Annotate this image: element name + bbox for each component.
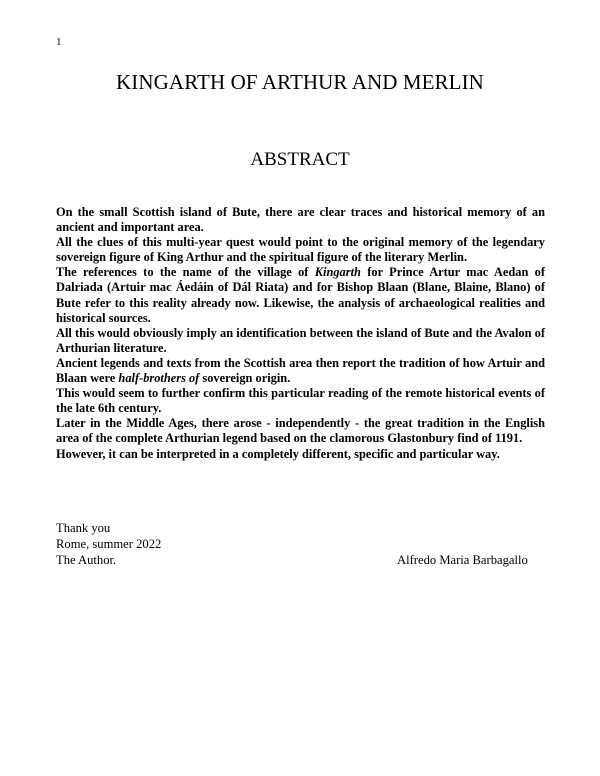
abstract-paragraph: All this would obviously imply an identification between the island of Bute and the Avalon of Arthurian literature.: [56, 325, 545, 355]
abstract-heading: ABSTRACT: [250, 149, 350, 170]
author-name: Alfredo Maria Barbagallo: [397, 553, 528, 568]
abstract-body: [56, 205, 545, 462]
place-date-line: Rome, summer 2022: [56, 537, 162, 552]
abstract-paragraph: This would seem to further confirm this particular reading of the remote historical events of the late 6th century.: [56, 386, 545, 416]
italic-phrase: half-brothers of: [118, 371, 200, 386]
document-title: KINGARTH OF ARTHUR AND MERLIN: [116, 70, 484, 94]
text-run: sovereign origin.: [199, 371, 291, 386]
page-number: 1: [56, 36, 62, 48]
italic-village-name: Kingarth: [314, 265, 361, 280]
signoff: The Author.: [56, 553, 117, 568]
text-run: for Prince Artur mac Aedan of Dalriada (Artuir mac Áedáin of Dál Riata) and for Bishop Blaan (Blane, Blaine, Blano) of Bute refer to this reality already now. Likewise, the analysis of archaeological realities and historical sources.: [56, 265, 545, 325]
signature-line: [56, 552, 545, 568]
abstract-paragraph: All the clues of this multi-year quest would point to the original memory of the legendary sovereign figure of King Arthur and the spiritual figure of the literary Merlin.: [56, 235, 545, 265]
text-run: The references to the name of the village of: [56, 265, 315, 280]
text-run: Ancient legends and texts from the Scottish area then report the tradition of how Artuir and Blaan were: [56, 355, 545, 386]
closing-block: [56, 520, 545, 569]
abstract-paragraph: However, it can be interpreted in a completely different, specific and particular way.: [56, 446, 500, 461]
abstract-paragraph: On the small Scottish island of Bute, there are clear traces and historical memory of an ancient and important area.: [56, 205, 545, 235]
abstract-paragraph: [56, 356, 545, 386]
thanks-line: Thank you: [56, 521, 111, 535]
abstract-paragraph: Later in the Middle Ages, there arose - independently - the great tradition in the English area of the complete Arthurian legend based on the clamorous Glastonbury find of 1191.: [56, 416, 545, 446]
abstract-paragraph: [56, 265, 545, 325]
